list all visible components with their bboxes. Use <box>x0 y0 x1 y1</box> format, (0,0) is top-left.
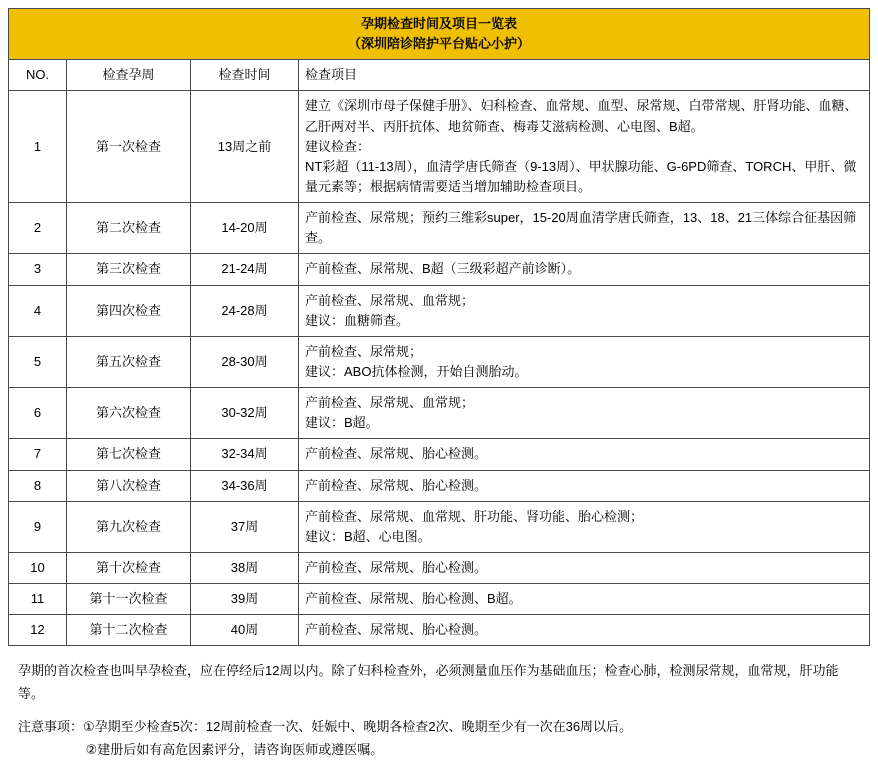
cell-items: 产前检查、尿常规、B超（三级彩超产前诊断）。 <box>299 254 870 285</box>
caution-item-2: ②建册后如有高危因素评分，请咨询医师或遵医嘱。 <box>85 741 384 757</box>
table-row <box>9 584 870 615</box>
cell-time: 40周 <box>191 615 299 646</box>
cell-time: 13周之前 <box>191 91 299 203</box>
header-row <box>9 60 870 91</box>
column-header-time: 检查时间 <box>191 60 299 91</box>
cell-no: 8 <box>9 470 67 501</box>
cell-week: 第八次检查 <box>67 470 191 501</box>
column-header-items: 检查项目 <box>299 60 870 91</box>
cell-no: 4 <box>9 285 67 336</box>
cell-week: 第三次检查 <box>67 254 191 285</box>
cell-week: 第二次检查 <box>67 203 191 254</box>
cell-time: 30-32周 <box>191 388 299 439</box>
cell-time: 37周 <box>191 501 299 552</box>
cell-week: 第四次检查 <box>67 285 191 336</box>
cell-week: 第五次检查 <box>67 336 191 387</box>
cell-time: 39周 <box>191 584 299 615</box>
table-row <box>9 388 870 439</box>
cell-week: 第一次检查 <box>67 91 191 203</box>
cell-items: 产前检查、尿常规、胎心检测。 <box>299 470 870 501</box>
table-head <box>9 9 870 91</box>
cell-items: 产前检查、尿常规、胎心检测、B超。 <box>299 584 870 615</box>
table-row <box>9 470 870 501</box>
table-row <box>9 336 870 387</box>
table-row <box>9 203 870 254</box>
cell-no: 3 <box>9 254 67 285</box>
cell-no: 9 <box>9 501 67 552</box>
cell-week: 第十次检查 <box>67 552 191 583</box>
caution-label: 注意事项： <box>18 718 84 734</box>
notes-section <box>8 660 870 761</box>
column-header-no: NO. <box>9 60 67 91</box>
cell-no: 1 <box>9 91 67 203</box>
cell-items: 建立《深圳市母子保健手册》、妇科检查、血常规、血型、尿常规、白带常规、肝肾功能、血糖、乙肝两对半、丙肝抗体、地贫筛查、梅毒艾滋病检测、心电图、B超。 建议检查： NT彩超（11-13周），血清学唐氏筛查（9-13周）、甲状腺功能、G-6PD筛查、TORCH、甲肝、微量元素等；根据病情需要适当增加辅助检查项目。 <box>299 91 870 203</box>
cell-no: 10 <box>9 552 67 583</box>
cell-no: 5 <box>9 336 67 387</box>
cell-time: 14-20周 <box>191 203 299 254</box>
cell-items: 产前检查、尿常规、胎心检测。 <box>299 439 870 470</box>
table-row <box>9 615 870 646</box>
cell-time: 38周 <box>191 552 299 583</box>
title-line-1: 孕期检查时间及项目一览表 <box>360 16 517 31</box>
table-row <box>9 91 870 203</box>
table-row <box>9 439 870 470</box>
column-header-week: 检查孕周 <box>67 60 191 91</box>
cell-items: 产前检查、尿常规、胎心检测。 <box>299 552 870 583</box>
cell-time: 28-30周 <box>191 336 299 387</box>
cell-items: 产前检查、尿常规、血常规、肝功能、肾功能、胎心检测； 建议：B超、心电图。 <box>299 501 870 552</box>
caution-item-1: ①孕期至少检查5次：12周前检查一次、妊娠中、晚期各检查2次、晚期至少有一次在36周以后。 <box>83 718 633 734</box>
cell-week: 第九次检查 <box>67 501 191 552</box>
cautions-paragraph <box>18 716 860 761</box>
cell-week: 第十一次检查 <box>67 584 191 615</box>
table-body <box>9 91 870 646</box>
note-paragraph: 孕期的首次检查也叫早孕检查，应在停经后12周以内。除了妇科检查外，必须测量血压作为基础血压；检查心肺，检测尿常规，血常规，肝功能等。 <box>18 663 839 702</box>
cell-no: 12 <box>9 615 67 646</box>
title-row <box>9 9 870 60</box>
table-row <box>9 285 870 336</box>
cell-no: 7 <box>9 439 67 470</box>
cell-items: 产前检查、尿常规；预约三维彩super，15-20周血清学唐氏筛查，13、18、21三体综合征基因筛查。 <box>299 203 870 254</box>
cell-items: 产前检查、尿常规、血常规； 建议：血糖筛查。 <box>299 285 870 336</box>
pregnancy-checkup-schedule-table <box>8 8 870 646</box>
cell-time: 32-34周 <box>191 439 299 470</box>
cell-items: 产前检查、尿常规、胎心检测。 <box>299 615 870 646</box>
cell-week: 第六次检查 <box>67 388 191 439</box>
cell-week: 第七次检查 <box>67 439 191 470</box>
document-title <box>9 9 870 60</box>
cell-no: 11 <box>9 584 67 615</box>
table-row <box>9 552 870 583</box>
cell-time: 24-28周 <box>191 285 299 336</box>
cell-week: 第十二次检查 <box>67 615 191 646</box>
title-line-2: （深圳陪诊陪护平台贴心小护） <box>347 36 530 52</box>
table-row <box>9 501 870 552</box>
cell-items: 产前检查、尿常规； 建议：ABO抗体检测，开始自测胎动。 <box>299 336 870 387</box>
table-row <box>9 254 870 285</box>
cell-items: 产前检查、尿常规、血常规； 建议：B超。 <box>299 388 870 439</box>
cell-time: 34-36周 <box>191 470 299 501</box>
cell-no: 2 <box>9 203 67 254</box>
cell-no: 6 <box>9 388 67 439</box>
cell-time: 21-24周 <box>191 254 299 285</box>
